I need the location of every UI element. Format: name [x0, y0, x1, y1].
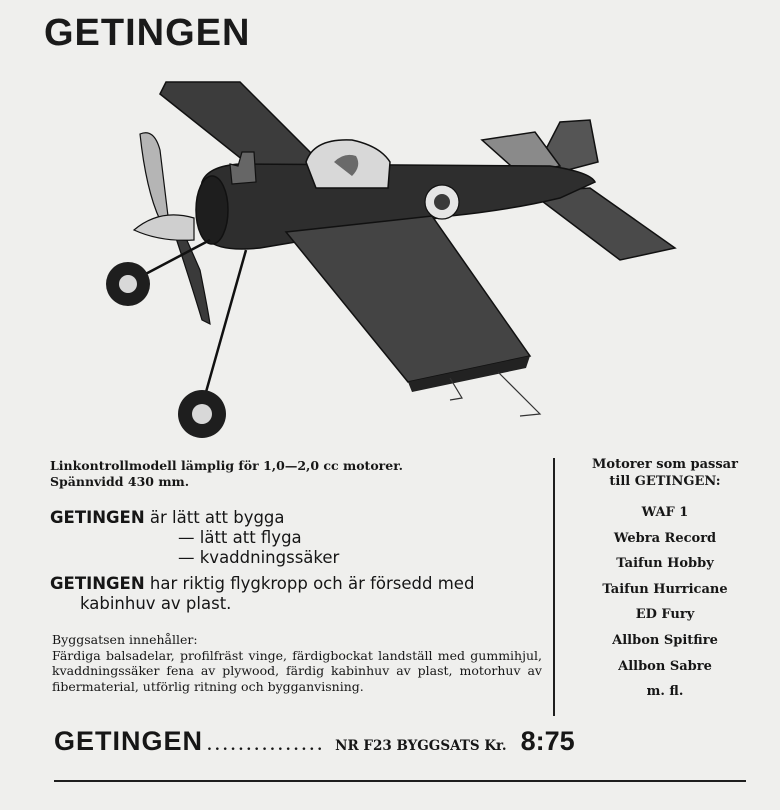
claim-product-name: GETINGEN — [50, 508, 145, 527]
claim-crash-proof: — kvaddningssäker — [178, 548, 340, 567]
claim-fuselage — [50, 574, 550, 594]
engine-cowl — [196, 176, 228, 244]
price-line — [54, 726, 754, 766]
motor-item: Taifun Hobby — [616, 556, 714, 572]
intro-line-2: Spännvidd 430 mm. — [50, 474, 190, 489]
right-wing — [286, 216, 530, 382]
claim-easy-build-text: är lätt att bygga — [144, 508, 285, 527]
motor-item: m. fl. — [646, 684, 684, 700]
motor-item: WAF 1 — [641, 505, 689, 520]
intro-text — [50, 458, 520, 490]
claim-fuselage-text: har riktig flygkropp och är försedd med — [144, 574, 475, 593]
price: 8:75 — [520, 726, 575, 756]
bottom-rule — [54, 780, 746, 782]
price-line-item-number: NR F23 BYGGSATS Kr. — [335, 738, 507, 754]
claim-easy-build — [50, 508, 550, 528]
motor-item: Allbon Sabre — [618, 658, 712, 674]
motor-item: Webra Record — [613, 530, 717, 546]
motors-list — [560, 456, 770, 705]
intro-line-1: Linkontrollmodell lämplig för 1,0—2,0 cc motorer. — [50, 458, 403, 473]
motors-heading-line-2: till GETINGEN: — [609, 474, 721, 489]
propeller — [140, 133, 168, 220]
claim-easy-fly: — lätt att flyga — [178, 528, 302, 547]
engine — [230, 152, 256, 184]
model-airplane-illustration — [90, 70, 710, 450]
page-title: GETINGEN — [44, 12, 251, 54]
motors-heading — [560, 456, 770, 490]
price-line-dots: ............... — [207, 738, 326, 754]
price-line-product-name: GETINGEN — [54, 726, 204, 756]
column-divider — [553, 458, 555, 716]
claim-product-name-2: GETINGEN — [50, 574, 145, 593]
motor-item: ED Fury — [635, 607, 695, 623]
claims-block — [50, 508, 550, 614]
claim-canopy: kabinhuv av plast. — [80, 594, 232, 613]
kit-contents-text: Färdiga balsadelar, profilfräst vinge, färdigbockat landställ med gummihjul, kvaddningssäker fena av plywood, färdig kabinhuv av plast, motorhuv av fibermaterial, utförlig ritning och bygganvisning. — [52, 647, 542, 694]
motor-item: Allbon Spitfire — [612, 632, 718, 648]
kit-contents — [52, 632, 542, 694]
motors-heading-line-1: Motorer som passar — [592, 457, 738, 472]
kit-contents-heading: Byggsatsen innehåller: — [52, 632, 198, 647]
motor-item: Taifun Hurricane — [602, 581, 728, 597]
spinner — [134, 215, 194, 240]
